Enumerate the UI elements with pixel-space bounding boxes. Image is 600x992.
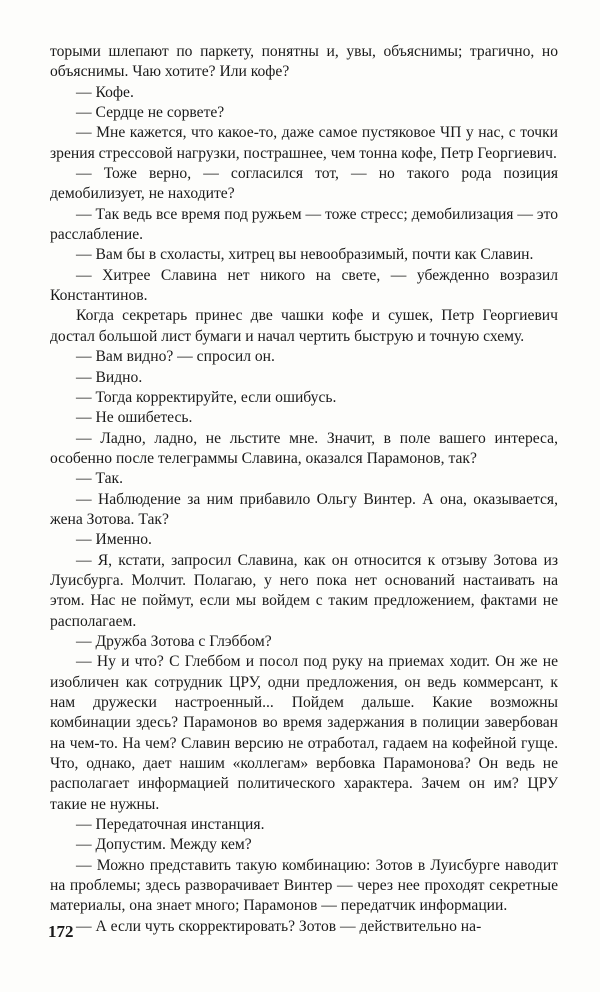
dialogue-line: — Ну и что? С Глеббом и посол под руку на приемах ходит. Он же не изобличен как сотрудник ЦРУ, одни предложения, он ведь коммерсант, к нам дружески настроенный... Пойдем дальше. Какие возможны комбинации здесь? Парамонов во время задержания в полиции завербован на чем-то. На чем? Славин версию не отработал, гадаем на кофейной гуще. Что, однако, дает нашим «коллегам» вербовка Парамонова? Он ведь не располагает информацией политического характера. Зачем он им? ЦРУ такие не нужны. bbox=[50, 653, 558, 813]
dialogue-line: — Не ошибетесь. bbox=[76, 409, 193, 427]
dialogue-line: — Хитрее Славина нет никого на свете, — убежденно возразил Константинов. bbox=[50, 266, 558, 305]
dialogue-line: — Тоже верно, — согласился тот, — но такого рода позиция демобилизует, не находите? bbox=[50, 165, 558, 203]
dialogue-line: — Сердце не сорвете? bbox=[76, 104, 225, 122]
dialogue-line: — Дружба Зотова с Глэббом? bbox=[76, 632, 272, 650]
dialogue-line: — Тогда корректируйте, если ошибусь. bbox=[76, 388, 337, 406]
dialogue-line: — Мне кажется, что какое-то, даже самое пустяковое ЧП у нас, с точки зрения стрессовой нагрузки, пострашнее, чем тонна кофе, Петр Георгиевич. bbox=[50, 124, 558, 162]
dialogue-line: — Так ведь все время под ружьем — тоже стресс; демобилизация — это расслабление. bbox=[50, 205, 558, 244]
dialogue-line: — Я, кстати, запросил Славина, как он относится к отзыву Зотова из Луисбурга. Молчит. Полагаю, у него пока нет оснований настаивать на этом. Нас не поймут, если мы войдем с таким предложением, фактами не располагаем. bbox=[50, 551, 558, 630]
dialogue-line: — Можно представить такую комбинацию: Зотов в Луисбурге наводит на проблемы; здесь разворачивает Винтер — через нее проходят секретные материалы, она знает много; Парамонов — передатчик информации. bbox=[50, 856, 558, 915]
dialogue-line: — Видно. bbox=[76, 368, 143, 386]
dialogue-line: — А если чуть скорректировать? Зотов — действительно на- bbox=[76, 917, 482, 935]
dialogue-line: — Передаточная инстанция. bbox=[76, 816, 265, 834]
dialogue-line: — Ладно, ладно, не льстите мне. Значит, в поле вашего интереса, особенно после телеграммы Славина, оказался Парамонов, так? bbox=[50, 429, 558, 467]
dialogue-line: — Допустим. Между кем? bbox=[76, 836, 252, 854]
dialogue-line: — Вам видно? — спросил он. bbox=[76, 348, 275, 366]
dialogue-line: — Вам бы в схоласты, хитрец вы невообразимый, почти как Славин. bbox=[76, 246, 534, 264]
dialogue-line: — Именно. bbox=[76, 531, 152, 549]
dialogue-line: — Кофе. bbox=[76, 83, 134, 101]
dialogue-line: — Наблюдение за ним прибавило Ольгу Винтер. А она, оказывается, жена Зотова. Так? bbox=[50, 490, 558, 528]
dialogue-line: — Так. bbox=[76, 470, 124, 488]
narration-paragraph: Когда секретарь принес две чашки кофе и сушек, Петр Георгиевич достал большой лист бумаги и начал чертить быструю и точную схему. bbox=[50, 307, 558, 345]
page-text bbox=[50, 42, 558, 937]
paragraph-continuation: торыми шлепают по паркету, понятны и, увы, объяснимы; трагично, но объяснимы. Чаю хотите? Или кофе? bbox=[50, 43, 558, 81]
page-number: 172 bbox=[48, 922, 74, 941]
